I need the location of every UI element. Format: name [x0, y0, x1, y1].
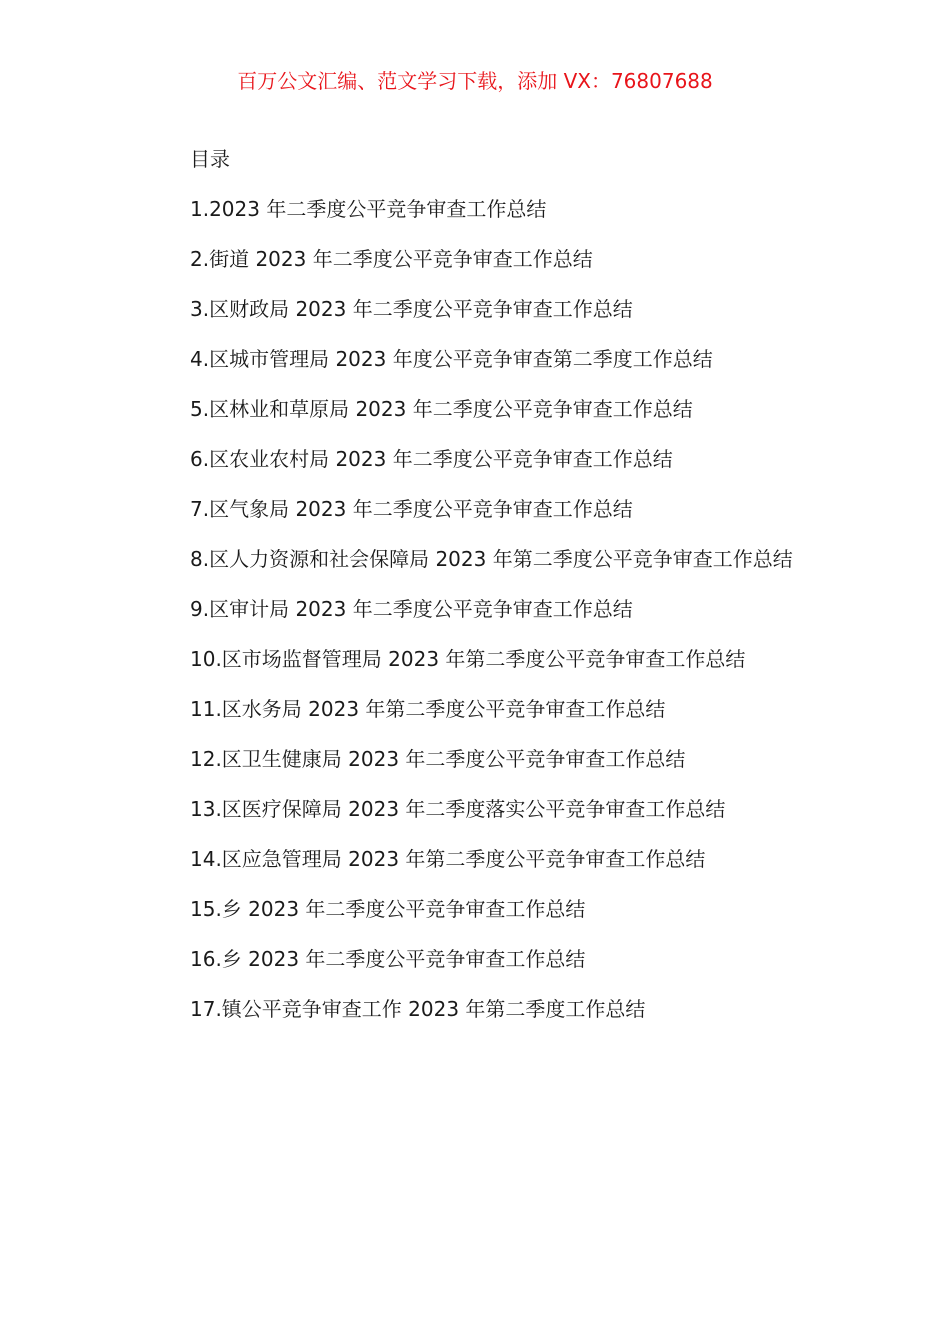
toc-item[interactable]: 13.区医疗保障局 2023 年二季度落实公平竞争审查工作总结: [190, 797, 726, 821]
toc-item[interactable]: 2.街道 2023 年二季度公平竞争审查工作总结: [190, 247, 593, 271]
toc-item[interactable]: 10.区市场监督管理局 2023 年第二季度公平竞争审查工作总结: [190, 647, 746, 671]
toc-item[interactable]: 1.2023 年二季度公平竞争审查工作总结: [190, 197, 547, 221]
toc-item[interactable]: 15.乡 2023 年二季度公平竞争审查工作总结: [190, 897, 586, 921]
toc-title: 目录: [190, 147, 230, 171]
table-of-contents: [145, 134, 815, 1034]
toc-item[interactable]: 17.镇公平竞争审查工作 2023 年第二季度工作总结: [190, 997, 646, 1021]
toc-item[interactable]: 11.区水务局 2023 年第二季度公平竞争审查工作总结: [190, 697, 666, 721]
header-banner: 百万公文汇编、范文学习下载，添加 VX：76807688: [237, 69, 713, 93]
toc-item[interactable]: 5.区林业和草原局 2023 年二季度公平竞争审查工作总结: [190, 397, 693, 421]
toc-item[interactable]: 6.区农业农村局 2023 年二季度公平竞争审查工作总结: [190, 447, 673, 471]
toc-list: [145, 184, 815, 1034]
toc-item[interactable]: 8.区人力资源和社会保障局 2023 年第二季度公平竞争审查工作总结: [190, 547, 793, 571]
toc-item[interactable]: 4.区城市管理局 2023 年度公平竞争审查第二季度工作总结: [190, 347, 713, 371]
toc-item[interactable]: 14.区应急管理局 2023 年第二季度公平竞争审查工作总结: [190, 847, 706, 871]
toc-item[interactable]: 7.区气象局 2023 年二季度公平竞争审查工作总结: [190, 497, 633, 521]
toc-item[interactable]: 9.区审计局 2023 年二季度公平竞争审查工作总结: [190, 597, 633, 621]
toc-item[interactable]: 16.乡 2023 年二季度公平竞争审查工作总结: [190, 947, 586, 971]
toc-item[interactable]: 3.区财政局 2023 年二季度公平竞争审查工作总结: [190, 297, 633, 321]
toc-item[interactable]: 12.区卫生健康局 2023 年二季度公平竞争审查工作总结: [190, 747, 686, 771]
